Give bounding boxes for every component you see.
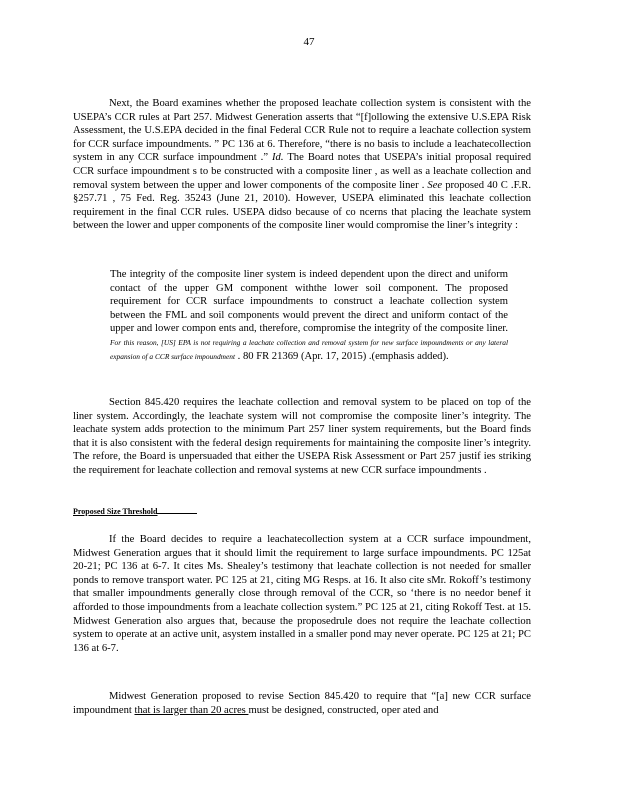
quote-text: The integrity of the composite liner system is indeed dependent upon the direct and uniform contact of the upper GM component withthe lower soil component. The proposed requirement for CCR surface impoundments to construct a leachate collection system between the FML and soil components would prevent the direct and uniform contact of the upper and lower compon ents and, therefore, compromise the integrity of the composite liner. <box>110 269 508 335</box>
para4-text-2: must be designed, constructed, oper ated and <box>248 704 439 716</box>
paragraph-leachate-consistency <box>73 97 531 233</box>
paragraph-size-threshold <box>73 533 531 655</box>
heading-text: Proposed Size Threshold <box>73 507 158 516</box>
paragraph-proposed-revision <box>73 690 531 717</box>
para1-text-3: proposed 40 C .F.R. §257.71 , 75 Fed. Reg. 35243 (June 21, 2010). However, USEPA eliminated this leachate collection requirement in the final CCR rules. USEPA didso because of co ncerns that placing the leachate system between the lower and upper components of the composite liner would compromise the liner’s integrity : <box>73 179 531 232</box>
para3-text: If the Board decides to require a leachatecollection system at a CCR surface impoundment, Midwest Generation argues that it should limit the requirement to large surface impoundments. PC 125at 20-21; PC 136 at 6-7. It cites Ms. Shealey’s testimony that leachate collection is not needed for smaller ponds to remove transport water. PC 125 at 21, citing MG Resps. at 16. It also cite sMr. Rokoff’s testimony that smaller impoundments generally close through removal of the CCR, so ‘there is no needor benef it afforded to those impoundments from a leachate collection system.” PC 125 at 21, citing Rokoff Test. at 15. Midwest Generation also argues that, because the proposedrule does not require the leachate collection system to operate at an active unit, asystem installed in a smaller pond may never operate. PC 125 at 21; PC 136 at 6-7. <box>73 534 531 654</box>
para1-text: Next, the Board examines whether the proposed leachate collection system is consistent with the USEPA’s CCR rules at Part 257. Midwest Generation asserts that “[f]ollowing the extensive U.S.EPA Risk Assessment, the U.S.EPA decided in the final Federal CCR Rule not to require a leachate collection system for CCR surface impoundments. ” PC 136 at 6. Therefore, “there is no basis to include a leachatecollection system in any CCR surface impoundment .” <box>73 98 531 164</box>
quote-citation: . 80 FR 21369 (Apr. 17, 2015) .(emphasis added). <box>235 350 449 362</box>
see-signal: See <box>424 179 443 191</box>
id-citation: Id. <box>268 152 284 164</box>
para4-text: Midwest Generation proposed to revise Section 845.420 to require that “[a] new CCR surface impoundment <box>73 691 531 716</box>
block-quote <box>110 268 508 363</box>
quote-emphasis: For this reason, [US] EPA is not requiring a leachate collection and removal system for new surface impoundments or any lateral expansion of a CCR surface impoundment <box>110 337 508 361</box>
page-number: 47 <box>303 36 315 48</box>
section-heading <box>73 505 531 519</box>
paragraph-section-845-420 <box>73 396 531 478</box>
para1-text-2: The Board notes that USEPA’s initial proposal required CCR surface impoundment s to be constructed with a composite liner , as well as a leachate collection and removal system between the upper and lower components of the composite liner . <box>73 152 531 191</box>
para4-underlined: that is larger than 20 acres <box>134 704 249 716</box>
para2-text: Section 845.420 requires the leachate collection and removal system to be placed on top of the liner system. Accordingly, the leachate system will not compromise the composite liner’s integrity. The leachate system adds protection to the minimum Part 257 liner system requirements, but the Board finds that it is also consistent with the federal design requirements for maintaining the composite liner’s integrity. The refore, the Board is unpersuaded that either the USEPA Risk Assessment or Part 257 justif ies striking the requirement for leachate collection and removal systems at new CCR surface impoundments . <box>73 397 531 476</box>
